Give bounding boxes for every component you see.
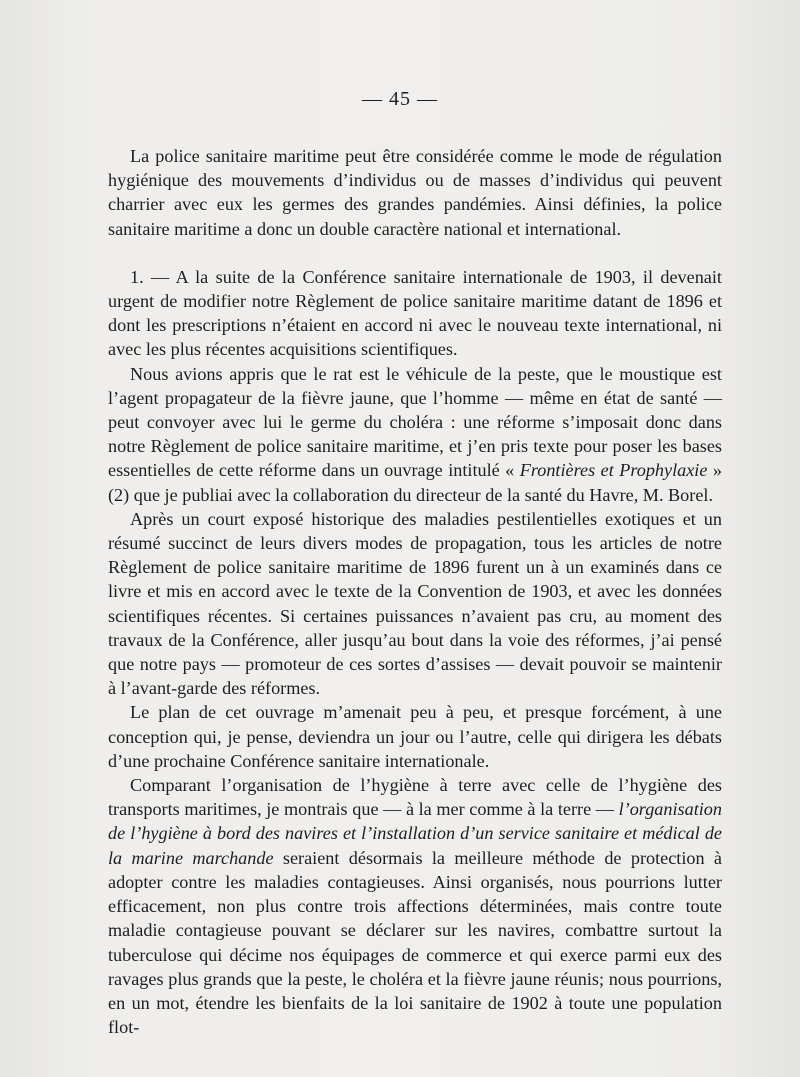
paragraph-reform-text-after: » (2) que je publiai avec la collaboration du directeur de la santé du Havre, M. Borel.	[108, 460, 722, 505]
paragraph-history: Après un court exposé historique des maladies pestilentielles exotiques et un résumé succinct de leurs divers modes de propagation, tous les articles de notre Règlement de police sanitaire maritime de 1896 furent un à un examinés dans ce livre et mis en accord avec le texte de la Convention de 1903, et avec les données scientifiques récentes. Si certaines puissances n’avaient pas cru, au moment des travaux de la Conférence, aller jusqu’au bout dans la voie des réformes, j’ai pensé que notre pays — promoteur de ces sortes d’assises — devait pouvoir se maintenir à l’avant-garde des réformes.	[108, 508, 722, 699]
paragraph-comparison-text-before: Comparant l’organisation de l’hygiène à terre avec celle de l’hygiène des transports maritimes, je montrais que — à la mer comme à la terre —	[108, 775, 722, 820]
page-number: — 45 —	[362, 88, 438, 110]
paragraph-reform-text-before: Nous avions appris que le rat est le véhicule de la peste, que le moustique est l’agent propagateur de la fièvre jaune, que l’homme — même en état de santé — peut convoyer avec lui le germe du choléra : une réforme s’imposait donc dans notre Règlement de police sanitaire maritime, et j’en pris texte pour poser les bases essentielles de cette réforme dans un ouvrage intitulé «	[108, 363, 722, 481]
paragraph-plan: Le plan de cet ouvrage m’amenait peu à peu, et presque forcément, à une conception qui, je pense, deviendra un jour ou l’autre, celle qui dirigera les débats d’une prochaine Conférence sanitaire internationale.	[108, 702, 722, 771]
paragraph-comparison-text-after: seraient désormais la meilleure méthode de protection à adopter contre les maladies contagieuses. Ainsi organisés, nous pourrions lutter efficacement, non plus contre trois affections déterminées, mais contre toute maladie contagieuse pouvant se déclarer sur les navires, combattre surtout la tuberculose qui décime nos équipages de commerce et qui exerce parmi eux des ravages plus grands que la peste, le choléra et la fièvre jaune réunis; nous pourrions, en un mot, étendre les bienfaits de la loi sanitaire de 1902 à toute une population flot-	[108, 847, 723, 1038]
body-text	[108, 144, 722, 1039]
paragraph-intro: La police sanitaire maritime peut être considérée comme le mode de régulation hygiénique des mouvements d’individus ou de masses d’individus qui peuvent charrier avec eux les germes des grandes pandémies. Ainsi définies, la police sanitaire maritime a donc un double caractère national et international.	[108, 146, 722, 239]
paragraph-reform	[108, 362, 722, 507]
paragraph-section-1: 1. — A la suite de la Conférence sanitaire internationale de 1903, il devenait urgent de modifier notre Règlement de police sanitaire maritime datant de 1896 et dont les prescriptions n’étaient en accord ni avec le nouveau texte international, ni avec les plus récentes acquisitions scientifiques.	[108, 266, 722, 360]
emphasized-organisation: l’organisation de l’hygiène à bord des navires et l’installation d’un service sanitaire et médical de la marine marchande	[108, 799, 722, 868]
book-title: Frontières et Prophylaxie	[519, 460, 708, 481]
paragraph-comparison	[108, 773, 722, 1039]
